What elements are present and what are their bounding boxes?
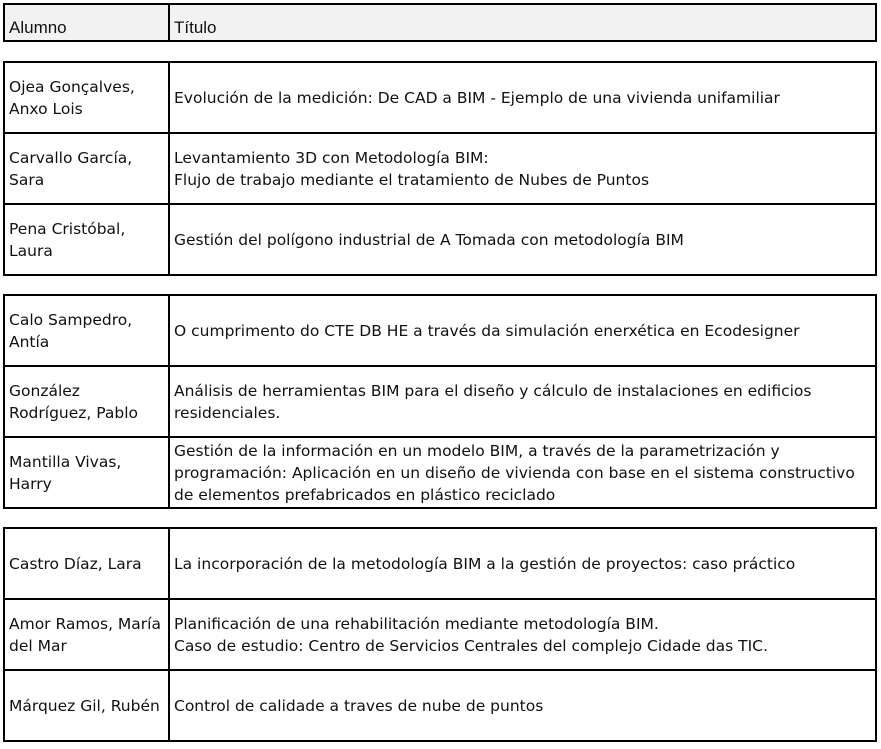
title-line: Gestión de la información en un modelo BIM, a través de la parametrización y programación: Aplicación en un diseño de vivienda con base en el sistema constructivo de elementos prefabricados en plástico reciclado xyxy=(174,441,855,504)
student-cell: Calo Sampedro, Antía xyxy=(4,295,169,366)
title-cell xyxy=(169,528,876,599)
title-cell xyxy=(169,437,876,508)
group-table-1 xyxy=(3,61,877,276)
title-cell xyxy=(169,204,876,275)
title-line: Flujo de trabajo mediante el tratamiento de Nubes de Puntos xyxy=(174,170,650,189)
student-cell: González Rodríguez, Pablo xyxy=(4,366,169,437)
table-row xyxy=(4,528,876,599)
student-cell: Ojea Gonçalves, Anxo Lois xyxy=(4,62,169,133)
table-row xyxy=(4,204,876,275)
table-row xyxy=(4,62,876,133)
header-row xyxy=(4,4,876,41)
group-table-2 xyxy=(3,294,877,509)
title-cell xyxy=(169,295,876,366)
header-titulo: Título xyxy=(169,4,876,41)
title-line: Análisis de herramientas BIM para el diseño y cálculo de instalaciones en edificios residenciales. xyxy=(174,381,812,422)
table-row xyxy=(4,437,876,508)
title-line: Control de calidade a traves de nube de puntos xyxy=(174,696,544,715)
student-cell: Mantilla Vivas, Harry xyxy=(4,437,169,508)
student-cell: Pena Cristóbal, Laura xyxy=(4,204,169,275)
title-line: Planificación de una rehabilitación mediante metodología BIM. xyxy=(174,614,659,633)
group-table-3 xyxy=(3,527,877,742)
table-row xyxy=(4,133,876,204)
title-cell xyxy=(169,366,876,437)
title-line: O cumprimento do CTE DB HE a través da simulación enerxética en Ecodesigner xyxy=(174,321,800,340)
title-line: Evolución de la medición: De CAD a BIM - Ejemplo de una vivienda unifamiliar xyxy=(174,88,780,107)
student-cell: Carvallo García, Sara xyxy=(4,133,169,204)
table-row xyxy=(4,670,876,741)
student-cell: Amor Ramos, María del Mar xyxy=(4,599,169,670)
title-cell xyxy=(169,133,876,204)
table-row xyxy=(4,599,876,670)
table-row xyxy=(4,295,876,366)
title-line: Caso de estudio: Centro de Servicios Centrales del complejo Cidade das TIC. xyxy=(174,636,768,655)
title-cell xyxy=(169,599,876,670)
student-cell: Castro Díaz, Lara xyxy=(4,528,169,599)
title-line: La incorporación de la metodología BIM a la gestión de proyectos: caso práctico xyxy=(174,554,796,573)
student-cell: Márquez Gil, Rubén xyxy=(4,670,169,741)
header-alumno: Alumno xyxy=(4,4,169,41)
header-table xyxy=(3,3,877,42)
title-cell xyxy=(169,670,876,741)
title-line: Levantamiento 3D con Metodología BIM: xyxy=(174,148,489,167)
title-cell xyxy=(169,62,876,133)
title-line: Gestión del polígono industrial de A Tomada con metodología BIM xyxy=(174,230,684,249)
table-row xyxy=(4,366,876,437)
